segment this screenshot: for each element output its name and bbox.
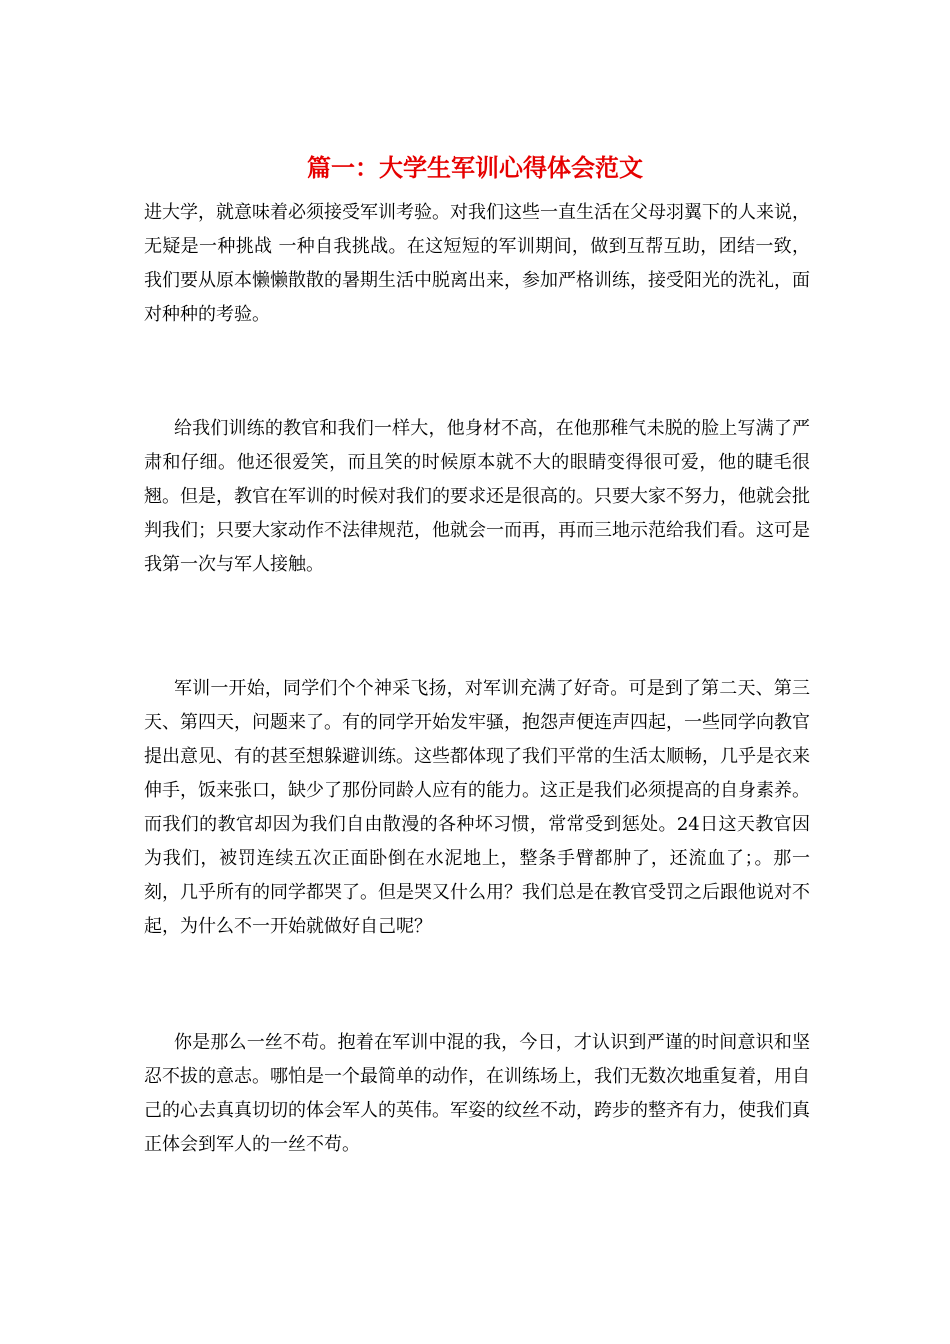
document-title: 篇一：大学生军训心得体会范文 bbox=[307, 154, 643, 182]
paragraph-1: 进大学，就意味着必须接受军训考验。对我们这些一直生活在父母羽翼下的人来说，无疑是一种挑战 一种自我挑战。在这短短的军训期间，做到互帮互助，团结一致，我们要从原本懒懒散散的暑期生活中脱离出来，参加严格训练，接受阳光的洗礼，面对种种的考验。 bbox=[144, 202, 810, 325]
paragraph-3: 军训一开始，同学们个个神采飞扬，对军训充满了好奇。可是到了第二天、第三天、第四天，问题来了。有的同学开始发牢骚，抱怨声便连声四起，一些同学向教官提出意见、有的甚至想躲避训练。这些都体现了我们平常的生活太顺畅，几乎是衣来伸手，饭来张口，缺少了那份同龄人应有的能力。这正是我们必须提高的自身素养。而我们的教官却因为我们自由散漫的各种坏习惯，常常受到惩处。24日这天教官因为我们，被罚连续五次正面卧倒在水泥地上，整条手臂都肿了，还流血了；。那一刻，几乎所有的同学都哭了。但是哭又什么用？我们总是在教官受罚之后跟他说对不起，为什么不一开始就做好自己呢？ bbox=[144, 678, 810, 937]
paragraph-2: 给我们训练的教官和我们一样大，他身材不高，在他那稚气未脱的脸上写满了严肃和仔细。他还很爱笑，而且笑的时候原本就不大的眼睛变得很可爱，他的睫毛很翘。但是，教官在军训的时候对我们的要求还是很高的。只要大家不努力，他就会批判我们；只要大家动作不法律规范，他就会一而再，再而三地示范给我们看。这可是我第一次与军人接触。 bbox=[144, 418, 810, 575]
paragraph-4: 你是那么一丝不苟。抱着在军训中混的我，今日，才认识到严谨的时间意识和坚忍不拔的意志。哪怕是一个最简单的动作，在训练场上，我们无数次地重复着，用自己的心去真真切切的体会军人的英伟。军姿的纹丝不动，跨步的整齐有力，使我们真正体会到军人的一丝不苟。 bbox=[144, 1032, 810, 1155]
